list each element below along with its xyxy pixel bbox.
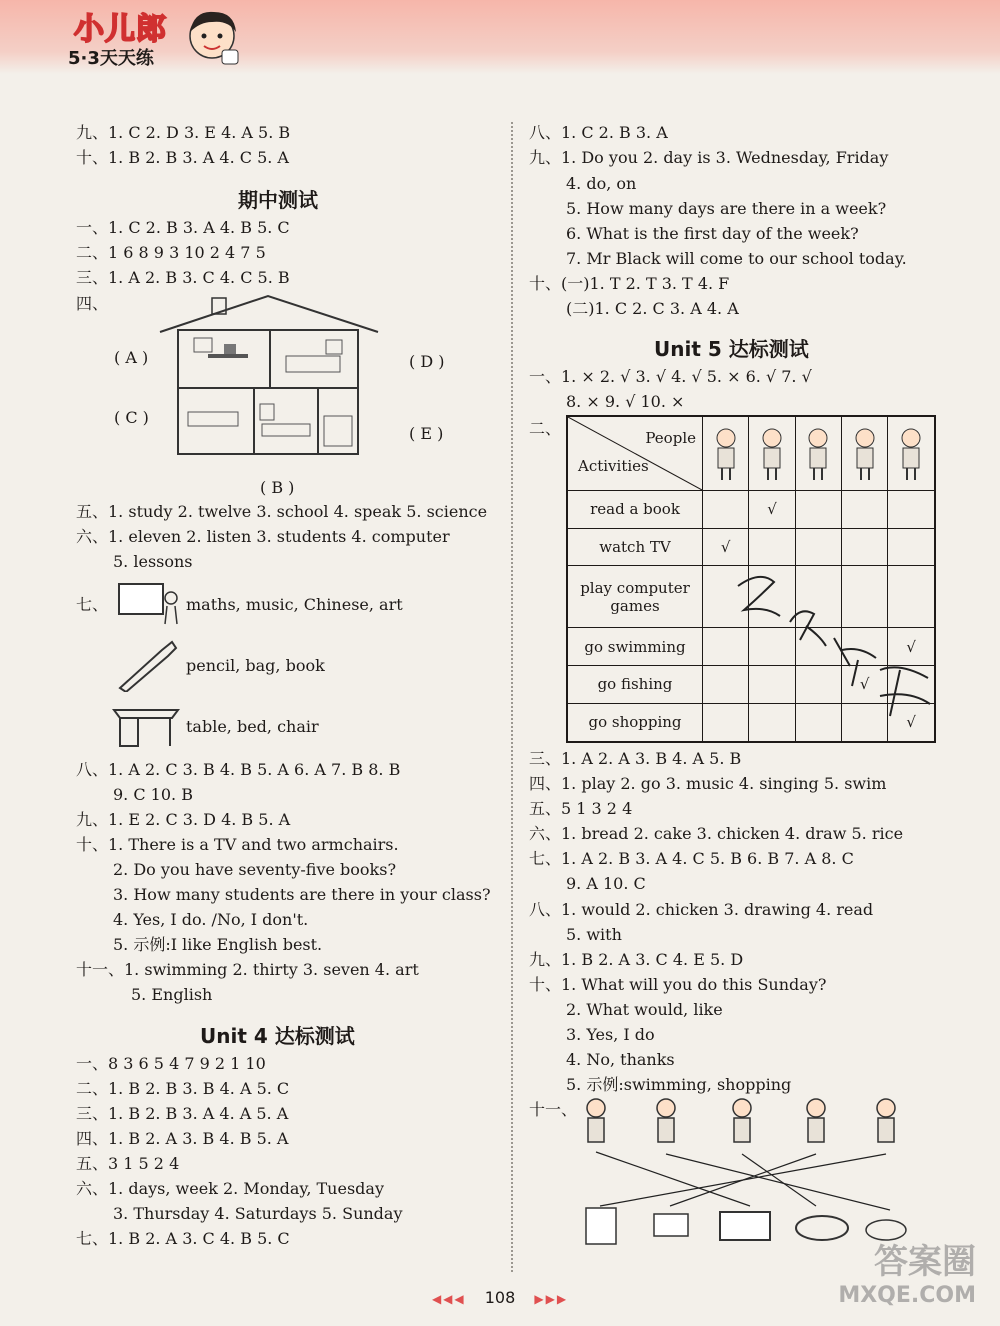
page-header bbox=[0, 0, 1000, 74]
answer-line: 5. with bbox=[566, 925, 622, 944]
answer-line: 6. What is the first day of the week? bbox=[566, 224, 859, 243]
mark-cell bbox=[841, 491, 887, 529]
activity-cell: go shopping bbox=[567, 703, 703, 742]
forward-arrows-icon: ▶▶▶ bbox=[534, 1292, 569, 1306]
child-avatar bbox=[795, 416, 841, 491]
answer-line: 5. How many days are there in a week? bbox=[566, 199, 887, 218]
answer-line: 二、 bbox=[529, 419, 562, 438]
child-avatar bbox=[749, 416, 795, 491]
answer-line: 7. Mr Black will come to our school today. bbox=[566, 249, 907, 268]
section-title-unit4: Unit 4 达标测试 bbox=[200, 1024, 355, 1048]
activity-cell: go fishing bbox=[567, 666, 703, 704]
answer-line: 8. × 9. √ 10. × bbox=[566, 392, 685, 411]
answer-line: 九、1. Do you 2. day is 3. Wednesday, Friday bbox=[529, 148, 889, 167]
table-row bbox=[567, 528, 935, 566]
watermark-url: MXQE.COM bbox=[838, 1283, 976, 1308]
child-avatar bbox=[703, 416, 749, 491]
brand-logo bbox=[64, 4, 254, 70]
answer-line: table, bed, chair bbox=[186, 717, 319, 736]
answer-line: 5. 示例:swimming, shopping bbox=[566, 1075, 792, 1094]
mark-cell bbox=[888, 491, 935, 529]
mark-cell bbox=[795, 491, 841, 529]
mascot-icon bbox=[182, 6, 242, 68]
answer-line: 十一、 bbox=[529, 1100, 578, 1119]
table-header-row bbox=[567, 416, 935, 491]
answer-line: 三、1. B 2. B 3. A 4. A 5. A bbox=[76, 1104, 289, 1123]
answer-line: 四、 bbox=[76, 294, 109, 313]
mark-cell bbox=[749, 528, 795, 566]
mark-cell bbox=[888, 528, 935, 566]
back-arrows-icon: ◀◀◀ bbox=[431, 1292, 466, 1306]
answer-line: 七、 bbox=[76, 595, 109, 614]
desk-icon bbox=[112, 702, 182, 750]
answer-line: 五、3 1 5 2 4 bbox=[76, 1154, 180, 1173]
section-title-midterm: 期中测试 bbox=[238, 188, 318, 212]
answer-line: 9. A 10. C bbox=[566, 874, 646, 893]
pen-icon bbox=[116, 638, 180, 692]
activity-cell: go swimming bbox=[567, 628, 703, 666]
answer-line: 十、1. There is a TV and two armchairs. bbox=[76, 835, 399, 854]
answer-line: 五、5 1 3 2 4 bbox=[529, 799, 633, 818]
house-label-e: ( E ) bbox=[409, 424, 444, 443]
answer-line: 一、8 3 6 5 4 7 9 2 1 10 bbox=[76, 1054, 266, 1073]
answer-line: 3. Yes, I do bbox=[566, 1025, 655, 1044]
house-label-c: ( C ) bbox=[114, 408, 149, 427]
answer-line: 3. How many students are there in your class? bbox=[113, 885, 491, 904]
answer-line: 七、1. B 2. A 3. C 4. B 5. C bbox=[76, 1229, 290, 1248]
answer-line: 四、1. B 2. A 3. B 4. B 5. A bbox=[76, 1129, 289, 1148]
matching-diagram bbox=[570, 1096, 930, 1256]
answer-line: 一、1. × 2. √ 3. √ 4. √ 5. × 6. √ 7. √ bbox=[529, 367, 812, 386]
activity-cell: play computer games bbox=[567, 566, 703, 628]
answer-line: 4. do, on bbox=[566, 174, 637, 193]
answer-line: 八、1. A 2. C 3. B 4. B 5. A 6. A 7. B 8. B bbox=[76, 760, 401, 779]
teacher-blackboard-icon bbox=[117, 580, 181, 628]
watermark-title: 答案圈 bbox=[874, 1242, 976, 1282]
answer-line: 二、1. B 2. B 3. B 4. A 5. C bbox=[76, 1079, 290, 1098]
answer-line: 2. Do you have seventy-five books? bbox=[113, 860, 397, 879]
answer-line: 十、(一)1. T 2. T 3. T 4. F bbox=[529, 274, 730, 293]
table-row bbox=[567, 491, 935, 529]
answer-line: 六、1. eleven 2. listen 3. students 4. computer bbox=[76, 527, 450, 546]
answer-line: 3. Thursday 4. Saturdays 5. Sunday bbox=[113, 1204, 403, 1223]
answer-line: 5. 示例:I like English best. bbox=[113, 935, 323, 954]
answer-line: 四、1. play 2. go 3. music 4. singing 5. swim bbox=[529, 774, 887, 793]
child-avatar bbox=[841, 416, 887, 491]
answer-line: 八、1. would 2. chicken 3. drawing 4. read bbox=[529, 900, 874, 919]
mark-cell bbox=[795, 528, 841, 566]
answer-line: 二、1 6 8 9 3 10 2 4 7 5 bbox=[76, 243, 266, 262]
answer-line: 七、1. A 2. B 3. A 4. C 5. B 6. B 7. A 8. C bbox=[529, 849, 854, 868]
mark-cell: √ bbox=[888, 703, 935, 742]
answer-line: pencil, bag, book bbox=[186, 656, 325, 675]
answer-line: 八、1. C 2. B 3. A bbox=[529, 123, 668, 142]
watermark bbox=[838, 1234, 976, 1308]
answer-line: 六、1. bread 2. cake 3. chicken 4. draw 5. rice bbox=[529, 824, 904, 843]
house-diagram bbox=[150, 292, 390, 464]
house-label-b: ( B ) bbox=[260, 478, 295, 497]
column-divider bbox=[511, 122, 513, 1272]
answer-line: 5. English bbox=[131, 985, 213, 1004]
activity-cell: watch TV bbox=[567, 528, 703, 566]
page-number: 108 bbox=[484, 1288, 516, 1307]
header-activities: Activities bbox=[578, 457, 649, 475]
mark-cell: √ bbox=[703, 528, 749, 566]
answer-line: 三、1. A 2. A 3. B 4. A 5. B bbox=[529, 749, 742, 768]
answer-line: 九、1. E 2. C 3. D 4. B 5. A bbox=[76, 810, 291, 829]
answer-line: 2. What would, like bbox=[566, 1000, 723, 1019]
child-avatar bbox=[888, 416, 935, 491]
answer-line: 九、1. C 2. D 3. E 4. A 5. B bbox=[76, 123, 291, 142]
mark-cell bbox=[841, 528, 887, 566]
answer-line: 十、1. B 2. B 3. A 4. C 5. A bbox=[76, 148, 289, 167]
activity-cell: read a book bbox=[567, 491, 703, 529]
answer-line: 六、1. days, week 2. Monday, Tuesday bbox=[76, 1179, 384, 1198]
brand-subtitle: 5·3天天练 bbox=[68, 48, 154, 69]
answer-line: maths, music, Chinese, art bbox=[186, 595, 403, 614]
answer-line: 9. C 10. B bbox=[113, 785, 193, 804]
mark-cell: √ bbox=[749, 491, 795, 529]
answer-line: 五、1. study 2. twelve 3. school 4. speak 5. science bbox=[76, 502, 488, 521]
table-header-diagonal bbox=[567, 416, 703, 491]
mark-cell bbox=[703, 491, 749, 529]
brand-name: 小儿郎 bbox=[74, 12, 167, 47]
answer-line: 4. Yes, I do. /No, I don't. bbox=[113, 910, 309, 929]
answer-line: (二)1. C 2. C 3. A 4. A bbox=[566, 299, 739, 318]
mark-cell: √ bbox=[841, 666, 887, 704]
answer-line: 4. No, thanks bbox=[566, 1050, 675, 1069]
mark-cell: √ bbox=[888, 628, 935, 666]
answer-line: 一、1. C 2. B 3. A 4. B 5. C bbox=[76, 218, 290, 237]
answer-line: 十一、1. swimming 2. thirty 3. seven 4. art bbox=[76, 960, 419, 979]
section-title-unit5: Unit 5 达标测试 bbox=[654, 337, 809, 361]
answer-line: 九、1. B 2. A 3. C 4. E 5. D bbox=[529, 950, 744, 969]
house-label-a: ( A ) bbox=[114, 348, 149, 367]
handwritten-scribble bbox=[730, 566, 940, 736]
header-people: People bbox=[645, 429, 696, 447]
answer-line: 十、1. What will you do this Sunday? bbox=[529, 975, 827, 994]
answer-line: 三、1. A 2. B 3. C 4. C 5. B bbox=[76, 268, 290, 287]
house-label-d: ( D ) bbox=[409, 352, 445, 371]
answer-line: 5. lessons bbox=[113, 552, 193, 571]
